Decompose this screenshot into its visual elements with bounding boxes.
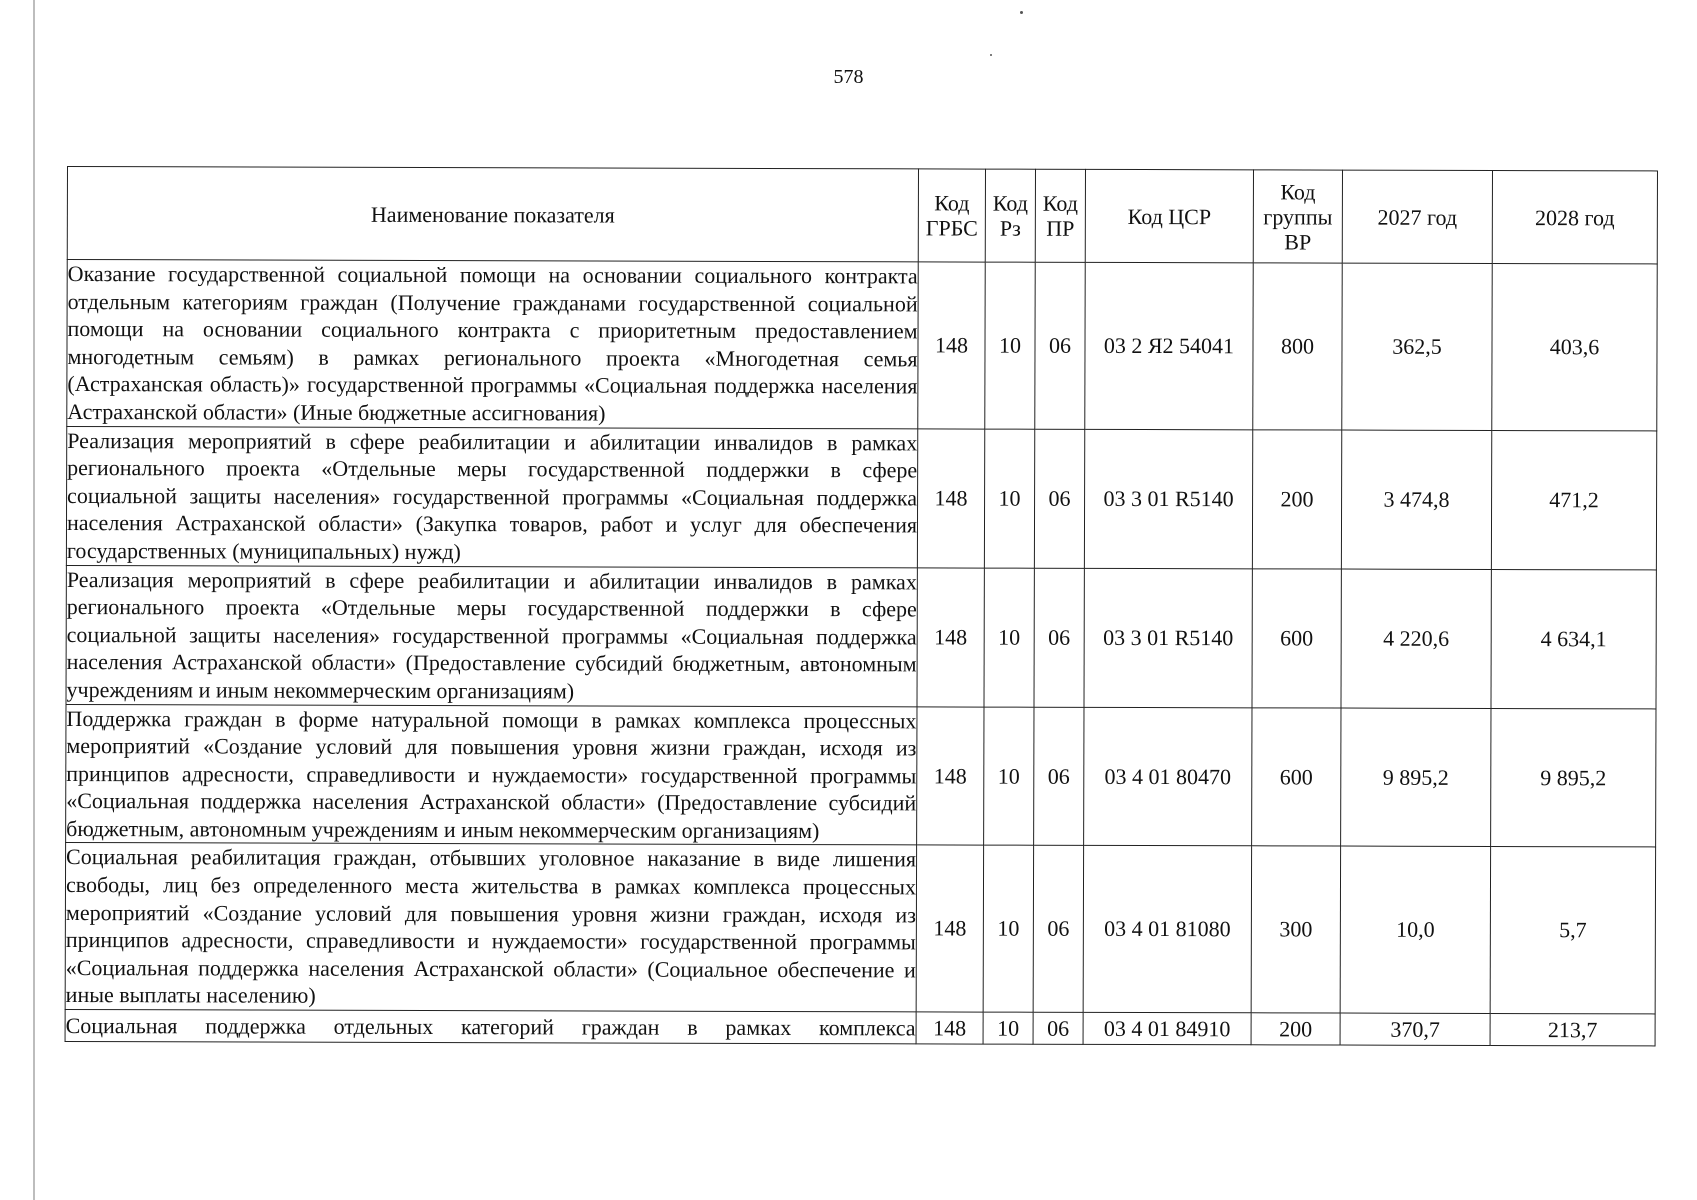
row-name: Социальная реабилитация граждан, отбывших уголовное наказание в виде лишения свободы, лиц без определенного места жительства в рамках комплекса процессных мероприятий «Создание условий для повышения уровня жизни граждан, исходя из принципов адресности, справедливости и нуждаемости» государственной программы «Социальная поддержка населения Астраханской области» (Социальное обеспечение и иные выплаты населению): [65, 843, 916, 1012]
row-vr: 600: [1252, 707, 1341, 846]
table-row: [65, 843, 1655, 1014]
header-2028: 2028 год: [1492, 170, 1657, 263]
scan-speck: [1020, 11, 1023, 14]
row-vr: 300: [1251, 846, 1340, 1013]
row-name: Социальная поддержка отдельных категорий граждан в рамках комплекса: [65, 1010, 916, 1044]
table-row: [65, 1010, 1655, 1046]
row-2028: 471,2: [1491, 430, 1656, 569]
budget-table: [65, 166, 1658, 1046]
header-2027: 2027 год: [1342, 170, 1492, 263]
row-grbs: 148: [917, 706, 984, 845]
row-csr: 03 4 01 81080: [1083, 846, 1251, 1013]
row-2027: 3 474,8: [1341, 430, 1491, 569]
row-vr: 200: [1251, 1013, 1340, 1045]
row-csr: 03 4 01 80470: [1084, 707, 1252, 846]
row-name: Реализация мероприятий в сфере реабилитации и абилитации инвалидов в рамках регионального проекта «Отдельные меры государственной поддержки в сфере социальной защиты населения» государственной программы «Социальная поддержка населения Астраханской области» (Закупка товаров, работ и услуг для обеспечения государственных (муниципальных) нужд): [66, 426, 917, 567]
table-row: [66, 426, 1656, 569]
row-name: Оказание государственной социальной помощи на основании социального контракта отдельным категориям граждан (Получение гражданами государственной социальной помощи на основании социального контракта с приоритетным предоставлением многодетным семьям) в рамках регионального проекта «Многодетная семья (Астраханская область)» государственной программы «Социальная поддержка населения Астраханской области» (Иные бюджетные ассигнования): [67, 260, 918, 429]
row-2027: 370,7: [1340, 1013, 1490, 1045]
row-csr: 03 3 01 R5140: [1084, 429, 1252, 568]
row-grbs: 148: [916, 845, 983, 1012]
row-pr: 06: [1035, 262, 1085, 429]
scan-page-edge: [33, 0, 35, 1200]
row-pr: 06: [1034, 429, 1084, 568]
page-number: 578: [833, 66, 864, 88]
row-pr: 06: [1034, 707, 1084, 846]
row-pr: 06: [1033, 1012, 1083, 1044]
row-grbs: 148: [917, 567, 984, 706]
row-grbs: 148: [918, 262, 985, 429]
row-csr: 03 3 01 R5140: [1084, 568, 1252, 707]
row-rz: 10: [985, 262, 1035, 429]
row-csr: 03 2 Я2 54041: [1085, 262, 1253, 429]
row-rz: 10: [984, 568, 1034, 707]
table-row: [67, 260, 1657, 431]
row-grbs: 148: [917, 428, 984, 567]
row-rz: 10: [984, 707, 1034, 846]
scan-speck: [990, 54, 992, 56]
row-name: Реализация мероприятий в сфере реабилитации и абилитации инвалидов в рамках регионального проекта «Отдельные меры государственной поддержки в сфере социальной защиты населения» государственной программы «Социальная поддержка населения Астраханской области» (Предоставление субсидий бюджетным, автономным учреждениям и иным некоммерческим организациям): [66, 565, 917, 706]
header-csr: Код ЦСР: [1085, 169, 1253, 262]
row-vr: 600: [1252, 568, 1341, 707]
table-row: [66, 704, 1656, 847]
row-2027: 4 220,6: [1341, 569, 1491, 708]
row-rz: 10: [983, 846, 1033, 1013]
row-2028: 9 895,2: [1491, 708, 1656, 847]
row-vr: 200: [1252, 429, 1341, 568]
table-row: [66, 565, 1656, 708]
row-2028: 5,7: [1490, 847, 1655, 1014]
row-2027: 10,0: [1340, 847, 1490, 1014]
row-pr: 06: [1034, 568, 1084, 707]
row-2028: 213,7: [1490, 1014, 1655, 1046]
header-grbs: Код ГРБС: [918, 169, 985, 262]
row-rz: 10: [983, 1012, 1033, 1044]
header-pr: Код ПР: [1035, 169, 1085, 262]
header-name: Наименование показателя: [67, 167, 918, 262]
row-csr: 03 4 01 84910: [1083, 1012, 1251, 1044]
row-grbs: 148: [916, 1012, 983, 1044]
row-name: Поддержка граждан в форме натуральной помощи в рамках комплекса процессных мероприятий «Создание условий для повышения уровня жизни граждан, исходя из принципов адресности, справедливости и нуждаемости» государственной программы «Социальная поддержка населения Астраханской области» (Предоставление субсидий бюджетным, автономным учреждениям и иным некоммерческим организациям): [66, 704, 917, 845]
header-rz: Код Рз: [985, 169, 1035, 262]
row-rz: 10: [984, 429, 1034, 568]
row-2027: 9 895,2: [1341, 708, 1491, 847]
row-2028: 4 634,1: [1491, 569, 1656, 708]
row-2027: 362,5: [1342, 263, 1492, 430]
row-vr: 800: [1253, 263, 1342, 430]
row-2028: 403,6: [1492, 263, 1657, 430]
header-vr: Код группы ВР: [1253, 170, 1342, 263]
row-pr: 06: [1033, 846, 1083, 1013]
table-header-row: [67, 167, 1657, 264]
